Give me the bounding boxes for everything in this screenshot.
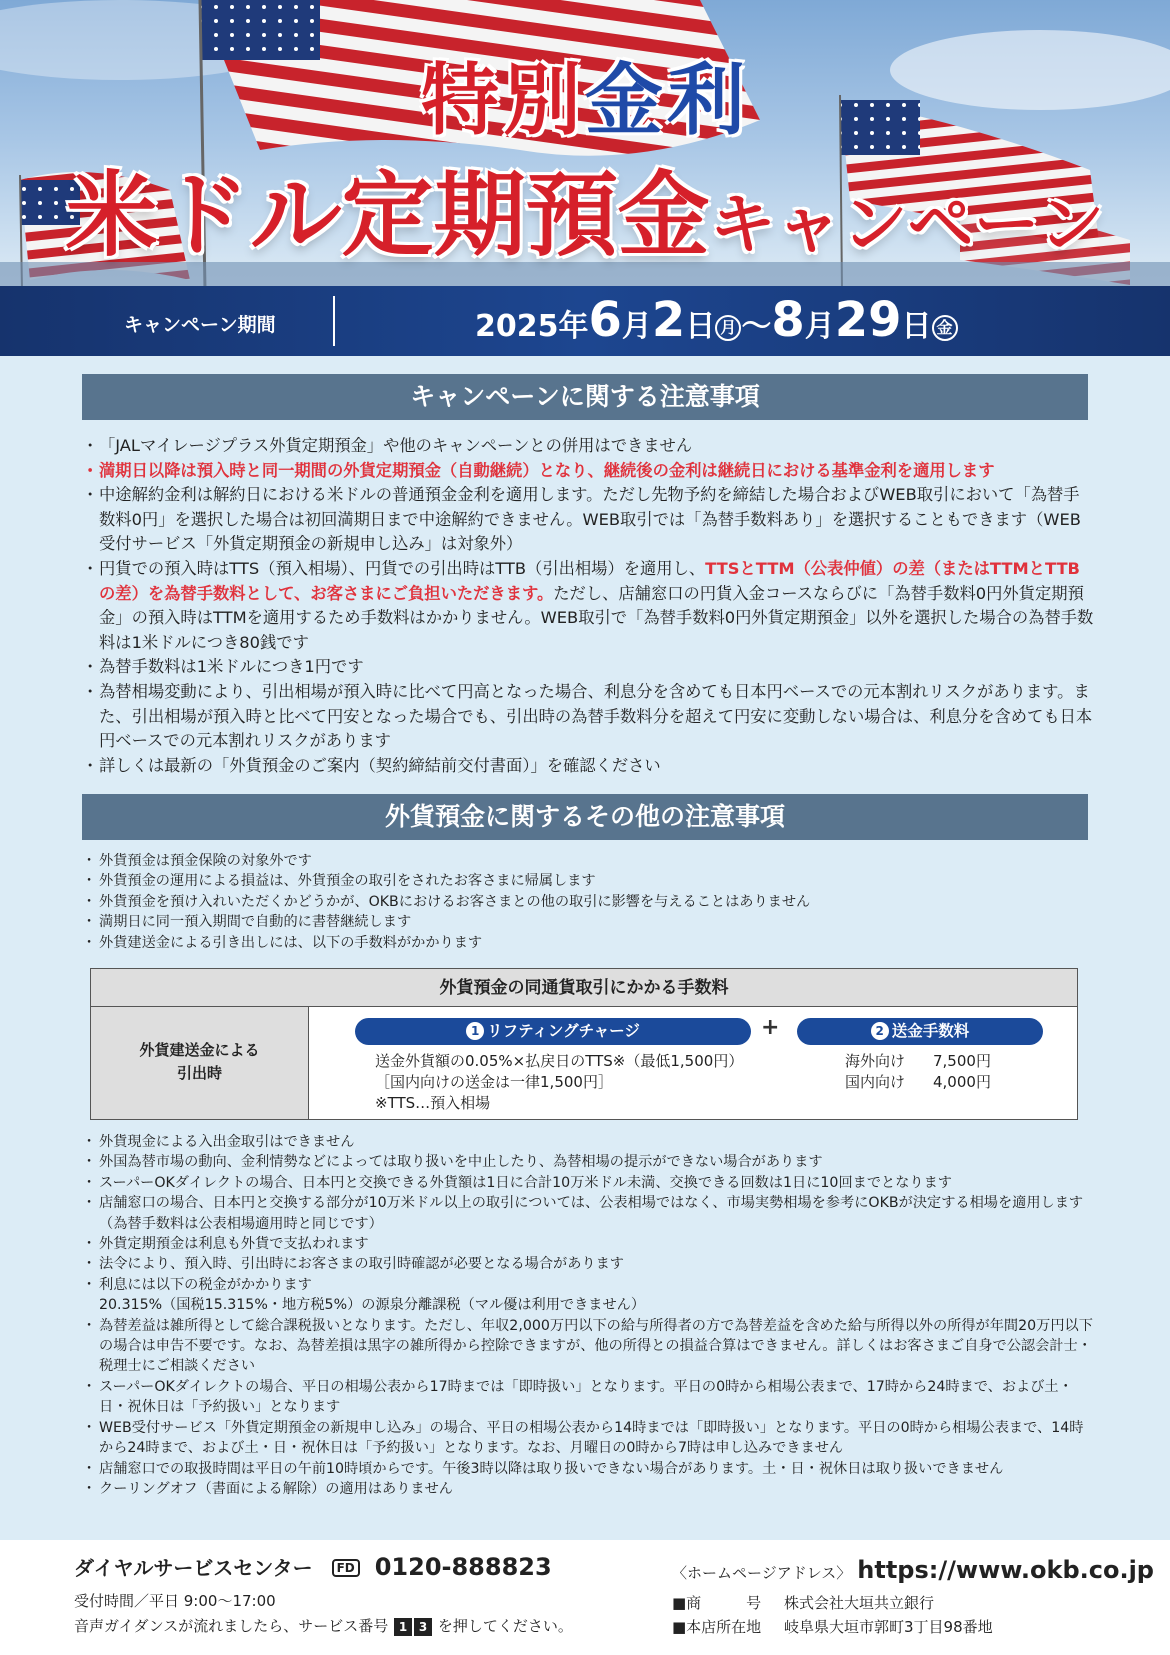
fee-row: 国内向け 4,000円 [845,1073,991,1091]
list-item: ・ 為替手数料は1米ドルにつき1円です [82,655,1094,680]
freedial-icon: FD [332,1559,360,1577]
list-item: ・ 中途解約金利は解約日における米ドルの普通預金金利を適用します。ただし先物予約を締結した場合およびWEB取引において「為替手数料0円」を選択した場合は初回満期日まで中途解約できません。WEB取引では「為替手数料あり」を選択することもできます（WEB受付サービス「外貨定期預金の新規申し込み」は対象外） [82,483,1094,557]
list-item: ・ 外貨預金は預金保険の対象外です [82,851,1094,871]
footer [0,1540,1170,1655]
homepage-address: 〈ホームページアドレス〉 https://www.okb.co.jp [672,1556,1154,1584]
fee-table-title: 外貨預金の同通貨取引にかかる手数料 [91,969,1077,1007]
list-item: ・ 為替相場変動により、引出相場が預入時に比べて円高となった場合、利息分を含めても日本円ベースでの元本割れリスクがあります。また、引出相場が預入時と比べて円安となった場合でも、引出時の為替手数料分を超えて円安に変動しない場合は、利息分を含めても日本円ベースでの元本割れリスクがあります [82,680,1094,754]
list-item: ・ 店舗窓口の場合、日本円と交換する部分が10万米ドル以上の取引については、公表相場ではなく、市場実勢相場を参考にOKBが決定する相場を適用します（為替手数料は公表相場適用時と同じです） [82,1193,1094,1234]
list-item: ・ 外貨預金の運用による損益は、外貨預金の取引をされたお客さまに帰属します [82,871,1094,891]
fee-table [90,968,1078,1120]
phone-number-link[interactable]: 0120-888823 [374,1553,552,1581]
hero-subtitle: 特別金利 [420,56,750,146]
homepage-url-link[interactable]: https://www.okb.co.jp [857,1556,1154,1584]
list-item: ・ 円貨での預入時はTTS（預入相場）、円貨での引出時はTTB（引出相場）を適用し、TTSとTTM（公表仲値）の差（またはTTMとTTBの差）を為替手数料として、お客さまにご負担いただきます。ただし、店舗窓口の円貨入金コースならびに「為替手数料0円外貨定期預金」の預入時はTTMを適用するため手数料はかかりません。WEB取引で「為替手数料0円外貨定期預金」以外を選択した場合の為替手数料は1米ドルにつき80銭です [82,557,1094,655]
service-hours: 受付時間／平日 9:00～17:00 [74,1592,276,1610]
list-item: ・ 外貨現金による入出金取引はできません [82,1132,1094,1152]
list-item: ・ スーパーOKダイレクトの場合、日本円と交換できる外貨額は1日に合計10万米ドル未満、交換できる回数は1日に10回までとなります [82,1173,1094,1193]
lifting-charge-pill: 1 リフティングチャージ [355,1018,751,1045]
list-item: ・ 店舗窓口での取扱時間は平日の午前10時頃からです。午後3時以降は取り扱いできない場合があります。土・日・祝休日は取り扱いできません [82,1459,1094,1479]
remittance-fee-pill: 2 送金手数料 [797,1018,1043,1045]
fee-row: 海外向け 7,500円 [845,1052,991,1070]
other-notes-list [82,851,1094,953]
list-item: ・ 為替差益は雑所得として総合課税扱いとなります。ただし、年収2,000万円以下の給与所得者の方で為替差益を含めた給与所得以外の所得が年間20万円以下の場合は申告不要です。なお、為替差損は黒字の雑所得から控除できますが、他の所得との損益合算はできません。詳しくはお客さまご自身で公認会計士・税理士にご相談ください [82,1316,1094,1377]
list-item: ・ 利息には以下の税金がかかります [82,1275,1094,1295]
head-office-line: ■本店所在地 岐阜県大垣市郭町3丁目98番地 [672,1618,993,1636]
campaign-period-band [0,286,1170,356]
key-3-icon: 3 [414,1618,432,1636]
campaign-dates: 2025年6月2日 月 ～8月29日 金 [475,292,958,348]
list-item: ・ クーリングオフ（書面による解除）の適用はありません [82,1479,1094,1499]
key-1-icon: 1 [394,1618,412,1636]
circled-number: 2 [871,1022,889,1040]
additional-notes-list [82,1132,1094,1499]
period-label: キャンペーン期間 [124,314,276,336]
lifting-charge-details: 送金外貨額の0.05%×払戻日のTTS※（最低1,500円） ［国内向けの送金は一律1,500円］ ※TTS…預入相場 [375,1052,744,1112]
list-item: ・ 外国為替市場の動向、金利情勢などによっては取り扱いを中止したり、為替相場の提示ができない場合があります [82,1152,1094,1172]
list-item: ・ 外貨定期預金は利息も外貨で支払われます [82,1234,1094,1254]
hero-banner [0,0,1170,356]
remittance-fee-details [845,1051,991,1093]
list-item: ・ 外貨建送金による引き出しには、以下の手数料がかかります [82,933,1094,953]
list-item: ・ スーパーOKダイレクトの場合、平日の相場公表から17時までは「即時扱い」となります。平日の0時から相場公表まで、17時から24時まで、および土・日・祝休日は「予約扱い」となります [82,1377,1094,1418]
fee-row-label: 外貨建送金による 引出時 [91,1007,309,1119]
dial-service-center: ダイヤルサービスセンター FD 0120-888823 [74,1553,552,1581]
period-divider [333,296,335,346]
list-item: ・ 「JALマイレージプラス外貨定期預金」や他のキャンペーンとの併用はできません [82,434,1094,459]
campaign-notes-list [82,434,1094,778]
list-item: ・ WEB受付サービス「外貨定期預金の新規申し込み」の場合、平日の相場公表から14時までは「即時扱い」となります。平日の0時から相場公表まで、14時から24時まで、および土・日・祝休日は「予約扱い」となります。なお、月曜日の0時から7時は申し込みできません [82,1418,1094,1459]
list-item: ・ 満期日に同一預入期間で自動的に書替継続します [82,912,1094,932]
section-heading-campaign-notes: キャンペーンに関する注意事項 [82,374,1088,420]
list-item: ・ 満期日以降は預入時と同一期間の外貨定期預金（自動継続）となり、継続後の金利は継続日における基準金利を適用します [82,459,1094,484]
plus-sign: + [761,1015,780,1040]
list-item: ・ 外貨預金を預け入れいただくかどうかが、OKBにおけるお客さまとの他の取引に影響を与えることはありません [82,892,1094,912]
list-item: ・ 詳しくは最新の「外貨預金のご案内（契約締結前交付書面）」を確認ください [82,754,1094,779]
weekday-badge: 金 [932,315,958,341]
voice-guide-text: 音声ガイダンスが流れましたら、サービス番号 1 3 を押してください。 [74,1617,573,1635]
company-name-line: ■商 号 株式会社大垣共立銀行 [672,1594,935,1612]
weekday-badge: 月 [715,315,741,341]
section-heading-other-notes: 外貨預金に関するその他の注意事項 [82,794,1088,840]
tax-rate-line: 20.315%（国税15.315%・地方税5%）の源泉分離課税（マル優は利用できません） [99,1297,646,1314]
list-item: ・ 法令により、預入時、引出時にお客さまの取引時確認が必要となる場合があります [82,1254,1094,1274]
hero-title: 米ドル定期預金キャンペーン [65,162,1105,269]
circled-number: 1 [466,1022,484,1040]
